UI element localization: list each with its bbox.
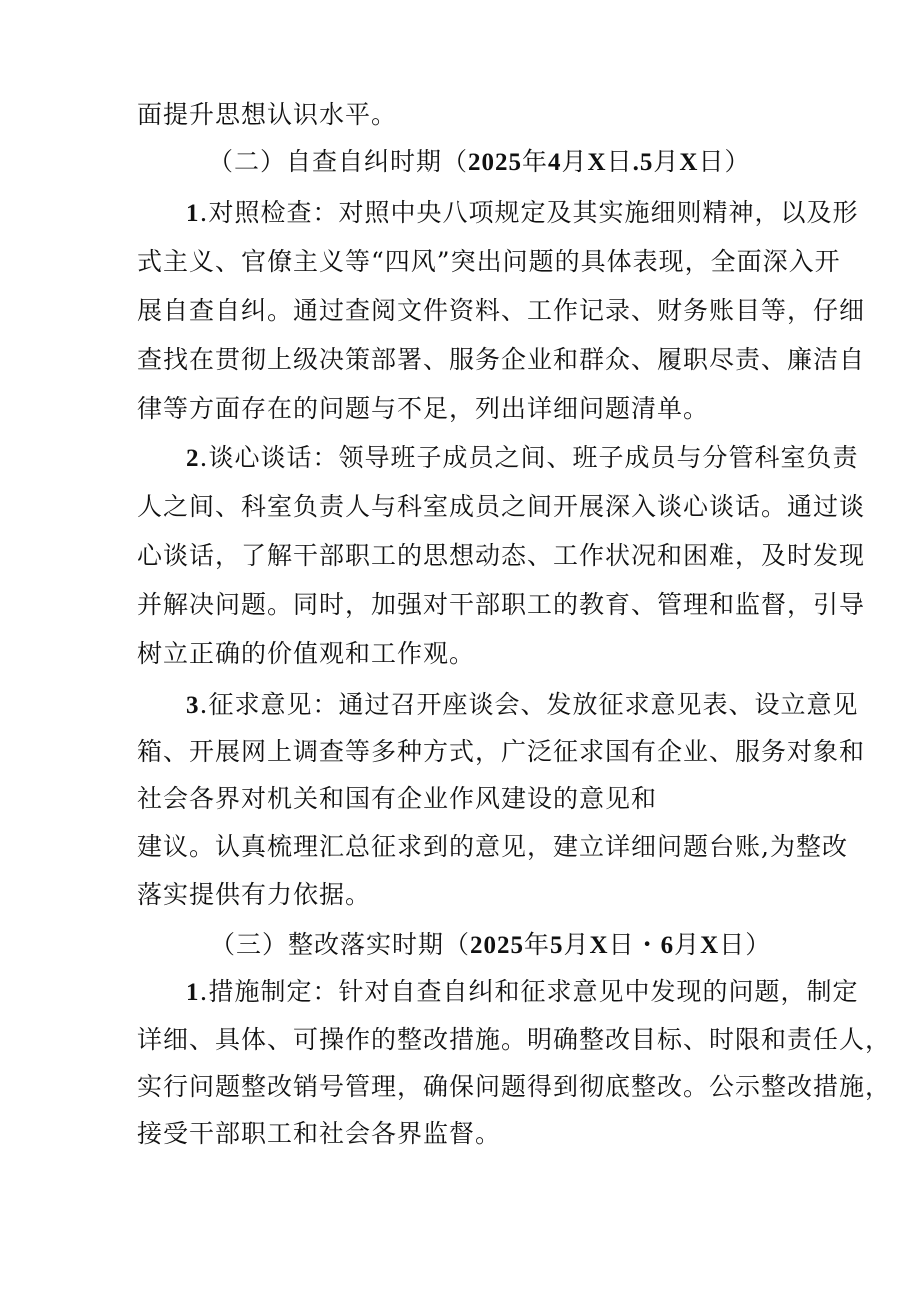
paragraph-line: 落实提供有力依据。: [137, 880, 372, 909]
section-heading-2: （二）自查自纠时期（2025年4月X日.5月X日）: [208, 147, 751, 176]
paragraph-line: 树立正确的价值观和工作观。: [137, 639, 476, 668]
paragraph-line: 实行问题整改销号管理，确保问题得到彻底整改。公示整改措施，: [137, 1072, 892, 1101]
heading-text: （二）自查自纠时期（: [208, 147, 469, 176]
section-heading-3: （三）整改落实时期（2025年5月X日・6月X日）: [210, 930, 772, 959]
paragraph-line: 心谈话，了解干部职工的思想动态、工作状况和困难，及时发现: [137, 541, 866, 570]
heading-text: （三）整改落实时期（: [210, 930, 471, 959]
paragraph-line: 3.征求意见：通过召开座谈会、发放征求意见表、设立意见: [186, 690, 859, 719]
paragraph-line: 2.谈心谈话：领导班子成员之间、班子成员与分管科室负责: [186, 443, 859, 472]
paragraph-line: 律等方面存在的问题与不足，列出详细问题清单。: [137, 394, 710, 423]
paragraph-line: 式主义、官僚主义等“四风”突出问题的具体表现，全面深入开: [137, 247, 841, 276]
paragraph-line: 面提升思想认识水平。: [137, 100, 398, 129]
paragraph-line: 展自查自纠。通过查阅文件资料、工作记录、财务账目等，仔细: [137, 296, 866, 325]
paragraph-line: 查找在贯彻上级决策部署、服务企业和群众、履职尽责、廉洁自: [137, 345, 866, 374]
paragraph-line: 建议。认真梳理汇总征求到的意见，建立详细问题台账,为整改: [137, 832, 848, 861]
paragraph-line: 箱、开展网上调查等多种方式，广泛征求国有企业、服务对象和: [137, 737, 866, 766]
paragraph-line: 接受干部职工和社会各界监督。: [137, 1119, 502, 1148]
paragraph-line: 社会各界对机关和国有企业作风建设的意见和: [137, 784, 658, 813]
paragraph-line: 详细、具体、可操作的整改措施。明确整改目标、时限和责任人，: [137, 1025, 892, 1054]
paragraph-line: 1.对照检查：对照中央八项规定及其实施细则精神，以及形: [186, 198, 859, 227]
paragraph-line: 并解决问题。同时，加强对干部职工的教育、管理和监督，引导: [137, 590, 866, 619]
paragraph-line: 1.措施制定：针对自查自纠和征求意见中发现的问题，制定: [186, 977, 859, 1006]
paragraph-line: 人之间、科室负责人与科室成员之间开展深入谈心谈话。通过谈: [137, 492, 866, 521]
